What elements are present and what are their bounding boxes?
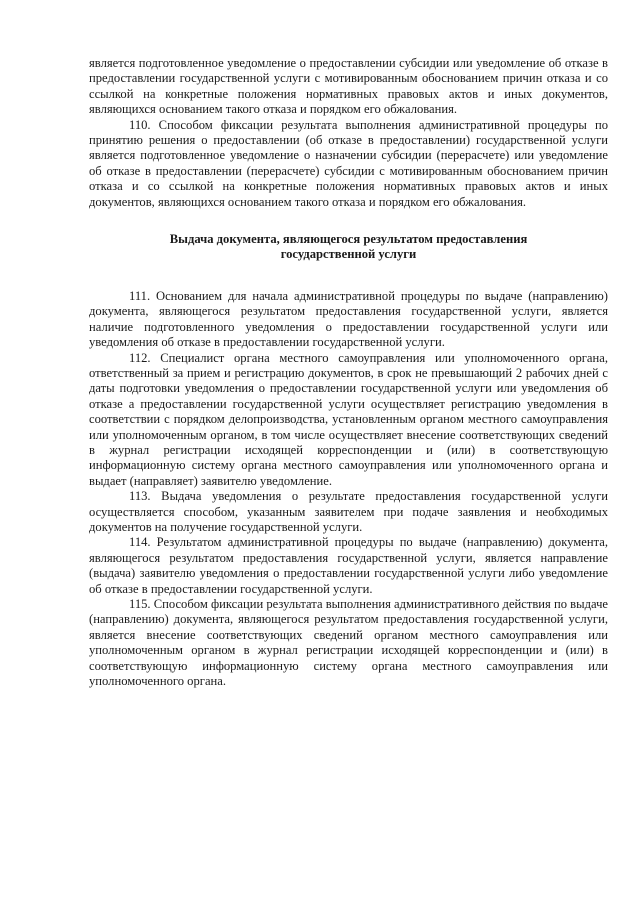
section-heading: Выдача документа, являющегося результатом предоставления государственной услуги: [169, 232, 528, 262]
paragraph-113: 113. Выдача уведомления о результате предоставления государственной услуги осуществляется способом, указанным заявителем при подаче заявления и необходимых документов на получение государственной услуги.: [89, 489, 608, 534]
paragraph-111: 111. Основанием для начала административной процедуры по выдаче (направлению) документа, являющегося результатом предоставления государственной услуги, является наличие подготовленного уведомления о предоставлении государственной услуги или уведомления об отказе в предоставлении государственной услуги.: [89, 288, 608, 350]
paragraph-112: 112. Специалист органа местного самоуправления или уполномоченного органа, ответственный за прием и регистрацию документов, в срок не превышающий 2 рабочих дней с даты подготовки уведомления о предоставлении государственной услуги или уведомления об отказе а предоставлении государственной услуги осуществляет регистрацию уведомления в соответствии с порядком делопроизводства, установленным органом местного самоуправления или уполномоченным органом, в том числе осуществляет внесение соответствующих сведений в журнал регистрации исходящей корреспонденции и (или) в соответствующую информационную систему органа местного самоуправления или уполномоченного органа и выдает (направляет) заявителю уведомление.: [89, 350, 608, 488]
paragraph-110: 110. Способом фиксации результата выполнения административной процедуры по принятию решения о предоставлении (об отказе в предоставлении) государственной услуги является подготовленное уведомление о назначении субсидии (перерасчете) или уведомление об отказе в предоставлении (перерасчете) субсидии с мотивированным обоснованием причин отказа и со ссылкой на конкретные положения нормативных правовых актов и иных документов, являющихся основанием такого отказа и порядком его обжалования.: [89, 117, 608, 209]
paragraph-115: 115. Способом фиксации результата выполнения административного действия по выдаче (направлению) документа, являющегося результатом предоставления государственной услуги, является внесение соответствующих сведений органом местного самоуправления или уполномоченным органом в журнал регистрации исходящей корреспонденции и (или) в соответствующую информационную систему органа местного самоуправления или уполномоченного органа.: [89, 597, 608, 689]
paragraph-114: 114. Результатом административной процедуры по выдаче (направлению) документа, являющегося результатом предоставления государственной услуги, является направление (выдача) заявителю уведомления о предоставлении государственной услуги либо уведомление об отказе в предоставлении государственной услуги.: [89, 535, 608, 596]
paragraph-continuation: является подготовленное уведомление о предоставлении субсидии или уведомление об отказе в предоставлении государственной услуги с мотивированным обоснованием причин отказа и со ссылкой на конкретные положения нормативных правовых актов и иных документов, являющихся основанием такого отказа и порядком его обжалования.: [89, 56, 608, 117]
document-page: [89, 56, 608, 689]
